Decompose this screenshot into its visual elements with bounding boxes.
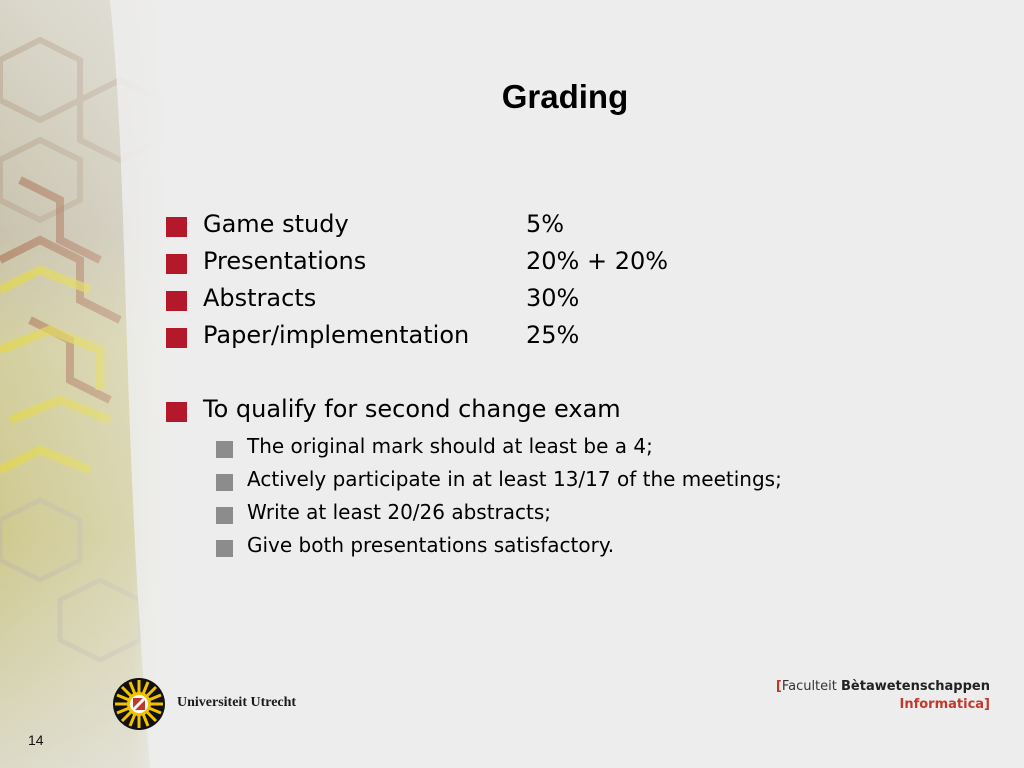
decorative-side-image (0, 0, 175, 768)
grey-square-bullet-icon (216, 540, 233, 557)
red-square-bullet-icon (166, 254, 187, 274)
condition-text: Give both presentations satisfactory. (247, 533, 615, 557)
condition-text: Actively participate in at least 13/17 of the meetings; (247, 467, 782, 491)
grey-square-bullet-icon (216, 507, 233, 524)
grey-square-bullet-icon (216, 474, 233, 491)
condition-text: Write at least 20/26 abstracts; (247, 500, 552, 524)
grading-item-weight: 20% + 20% (526, 247, 669, 275)
grading-item-weight: 30% (526, 284, 580, 312)
grading-item-label: Game study (203, 210, 349, 238)
faculty-label (776, 678, 990, 714)
university-name: Universiteit Utrecht (177, 695, 297, 710)
grading-item-label: Abstracts (203, 284, 317, 312)
faculty-line (776, 678, 990, 696)
grading-item-weight: 5% (526, 210, 565, 238)
bracket-open: [ (775, 679, 782, 694)
qualify-label: To qualify for second change exam (203, 395, 621, 423)
grading-item-label: Paper/implementation (203, 321, 470, 349)
red-square-bullet-icon (166, 328, 187, 348)
department-name: Informatica (899, 697, 985, 712)
grading-item-label: Presentations (203, 247, 367, 275)
page-number: 14 (28, 732, 44, 748)
bracket-close: ] (984, 697, 990, 712)
faculty-name: Bètawetenschappen (841, 679, 990, 694)
faculty-prefix: Faculteit (781, 679, 837, 694)
slide-title: Grading (501, 78, 629, 115)
red-square-bullet-icon (166, 402, 187, 422)
condition-text: The original mark should at least be a 4; (247, 434, 653, 458)
red-square-bullet-icon (166, 291, 187, 311)
red-square-bullet-icon (166, 217, 187, 237)
university-sun-seal-icon (112, 677, 166, 731)
department-line (776, 696, 990, 714)
grading-item-weight: 25% (526, 321, 580, 349)
grey-square-bullet-icon (216, 441, 233, 458)
